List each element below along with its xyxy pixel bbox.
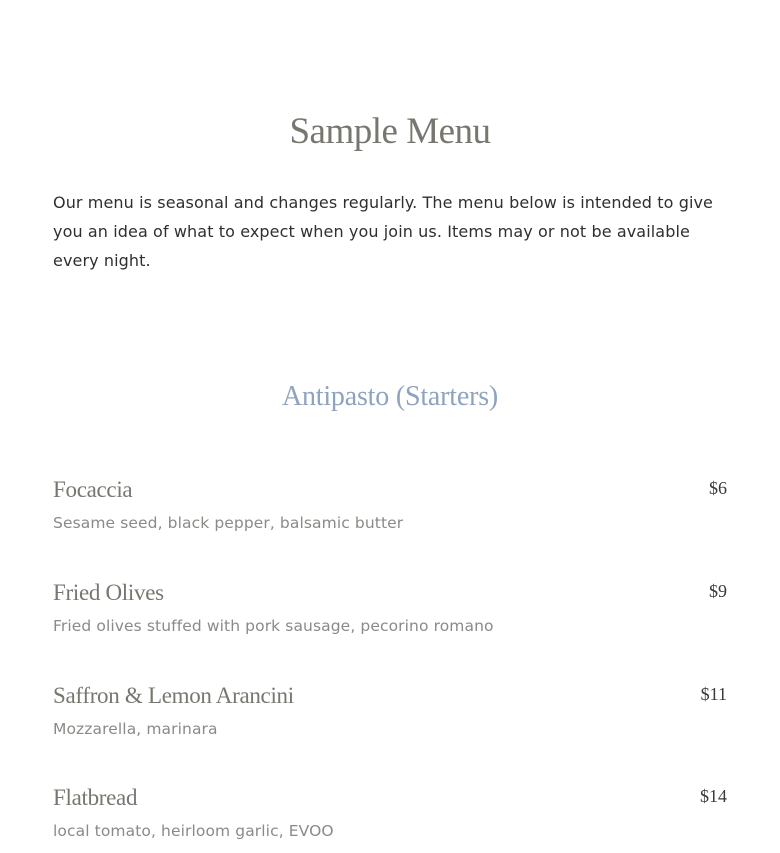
- menu-item-name: Focaccia: [53, 477, 133, 502]
- menu-item-description: Sesame seed, black pepper, balsamic butter: [53, 514, 404, 532]
- menu-page: [53, 0, 727, 848]
- menu-item-name: Flatbread: [53, 785, 138, 810]
- menu-item-name: Fried Olives: [53, 580, 164, 605]
- menu-item: [53, 578, 727, 648]
- menu-item: [53, 475, 727, 545]
- menu-item: [53, 681, 727, 751]
- menu-item-name: Saffron & Lemon Arancini: [53, 683, 294, 708]
- menu-item-price: $14: [700, 786, 727, 806]
- menu-item-price: $11: [700, 684, 727, 704]
- menu-item-description: Mozzarella, marinara: [53, 720, 218, 738]
- menu-item-description: Fried olives stuffed with pork sausage, pecorino romano: [53, 617, 494, 635]
- section-title-antipasto: Antipasto (Starters): [281, 381, 499, 412]
- menu-item-price: $6: [709, 478, 727, 498]
- menu-item-price: $9: [709, 581, 727, 601]
- menu-intro-text: Our menu is seasonal and changes regularly. The menu below is intended to give you an idea of what to expect when you join us. Items may or not be available every night.: [53, 193, 714, 270]
- page-title: Sample Menu: [289, 111, 491, 152]
- menu-item: [53, 783, 727, 853]
- menu-item-description: local tomato, heirloom garlic, EVOO: [53, 822, 334, 840]
